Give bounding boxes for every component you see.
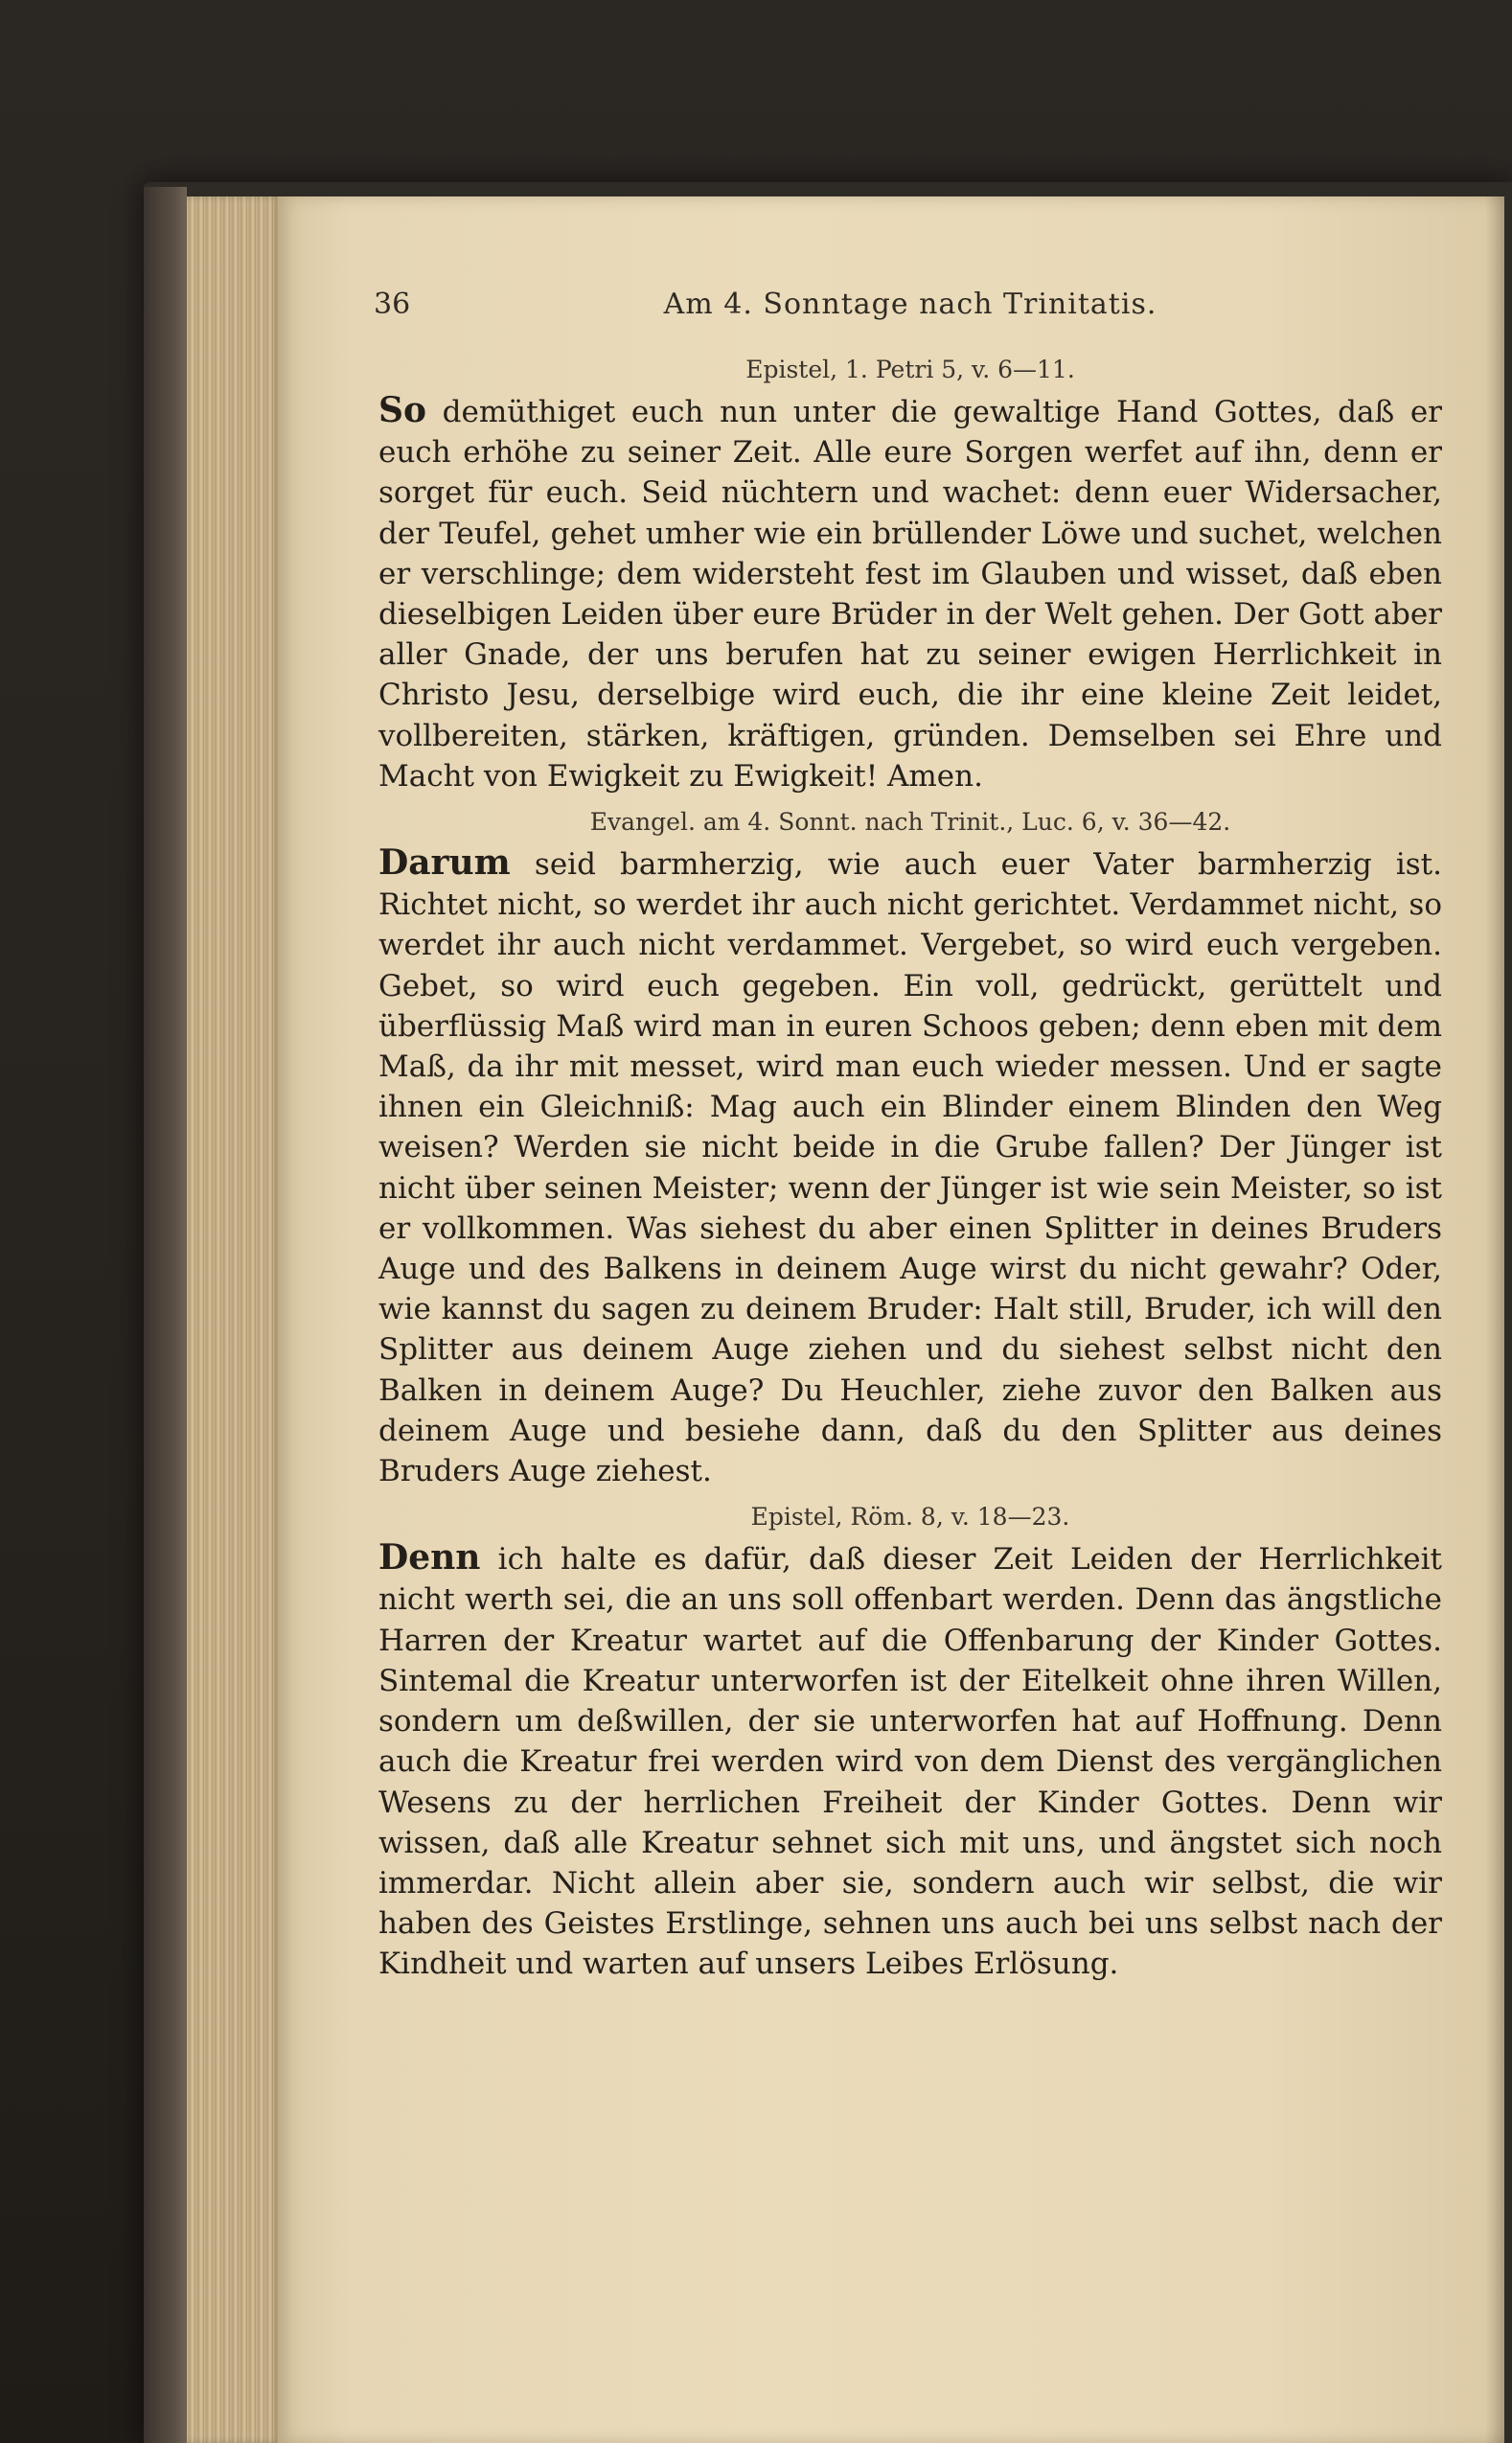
epistle-section-2 — [378, 1497, 1442, 1984]
section-paragraph — [378, 390, 1442, 796]
section-paragraph — [378, 842, 1442, 1491]
initial-word: Denn — [378, 1537, 481, 1579]
epistle-section — [378, 350, 1442, 796]
page-number: 36 — [374, 288, 411, 321]
section-heading: Epistel, 1. Petri 5, v. 6—11. — [745, 356, 1075, 383]
section-paragraph — [378, 1537, 1442, 1984]
page-edge-shadow — [1485, 196, 1504, 2443]
initial-word: Darum — [378, 842, 511, 884]
page-header — [374, 288, 1447, 335]
paragraph-text: demüthiget euch nun unter die gewaltige Hand Gottes, daß er euch erhöhe zu seiner Zeit. Alle eure Sorgen werfet auf ihn, denn er sorget für euch. Seid nüchtern und wachet: denn euer Widersacher, der Teufel, gehet umher wie ein brüllender Löwe und suchet, welchen er verschlinge; dem widersteht fest im Glauben und wisset, daß eben dieselbigen Leiden über eure Brüder in der Welt gehen. Der Gott aber aller Gnade, der uns berufen hat zu seiner ewigen Herrlichkeit in Christo Jesu, derselbige wird euch, die ihr eine kleine Zeit leidet, vollbereiten, stärken, kräftigen, gründen. Demselben sei Ehre und Macht von Ewigkeit zu Ewigkeit! Amen. — [378, 395, 1442, 794]
section-heading: Evangel. am 4. Sonnt. nach Trinit., Luc. 6, v. 36—42. — [589, 808, 1231, 837]
paragraph-text: seid barmherzig, wie auch euer Vater barmherzig ist. Richtet nicht, so werdet ihr auch nicht gerichtet. Verdammet nicht, so werdet ihr auch nicht verdammet. Vergebet, so wird euch vergeben. Gebet, so wird euch gegeben. Ein voll, gedrückt, gerüttelt und überflüssig Maß wird man in euren Schoos geben; denn eben mit dem Maß, da ihr mit messet, wird man euch wieder messen. Und er sagte ihnen ein Gleichniß: Mag auch ein Blinder einem Blinden den Weg weisen? Werden sie nicht beide in die Grube fallen? Der Jünger ist nicht über seinen Meister; wenn der Jünger ist wie sein Meister, so ist er vollkommen. Was siehest du aber einen Splitter in deines Bruders Auge und des Balkens in deinem Auge wirst du nicht gewahr? Oder, wie kannst du sagen zu deinem Bruder: Halt still, Bruder, ich will den Splitter aus deinem Auge ziehen und du siehest selbst nicht den Balken in deinem Auge? Du Heuchler, ziehe zuvor den Balken aus deinem Auge und besiehe dann, daß du den Splitter aus deines Bruders Auge ziehest. — [378, 847, 1442, 1489]
book-spine-edge — [144, 187, 187, 2443]
initial-word: So — [378, 390, 427, 430]
text-block — [378, 350, 1442, 1991]
section-heading: Epistel, Röm. 8, v. 18—23. — [750, 1503, 1070, 1532]
paragraph-text: ich halte es dafür, daß dieser Zeit Leiden der Herrlichkeit nicht werth sei, die an uns soll offenbart werden. Denn das ängstliche Harren der Kreatur wartet auf die Offenbarung der Kinder Gottes. Sintemal die Kreatur unterworfen ist der Eitelkeit ohne ihren Willen, sondern um deßwillen, der sie unterworfen hat auf Hoffnung. Denn auch die Kreatur frei werden wird von dem Dienst des vergänglichen Wesens zu der herrlichen Freiheit der Kinder Gottes. Denn wir wissen, daß alle Kreatur sehnet sich mit uns, und ängstet sich noch immerdar. Nicht allein aber sie, sondern auch wir selbst, die wir haben des Geistes Erstlinge, sehnen uns auch bei uns selbst nach der Kindheit und warten auf unsers Leibes Erlösung. — [378, 1542, 1442, 1982]
page-edges — [187, 196, 283, 2443]
gospel-section — [378, 802, 1442, 1491]
running-head: Am 4. Sonntage nach Trinitatis. — [663, 288, 1157, 321]
